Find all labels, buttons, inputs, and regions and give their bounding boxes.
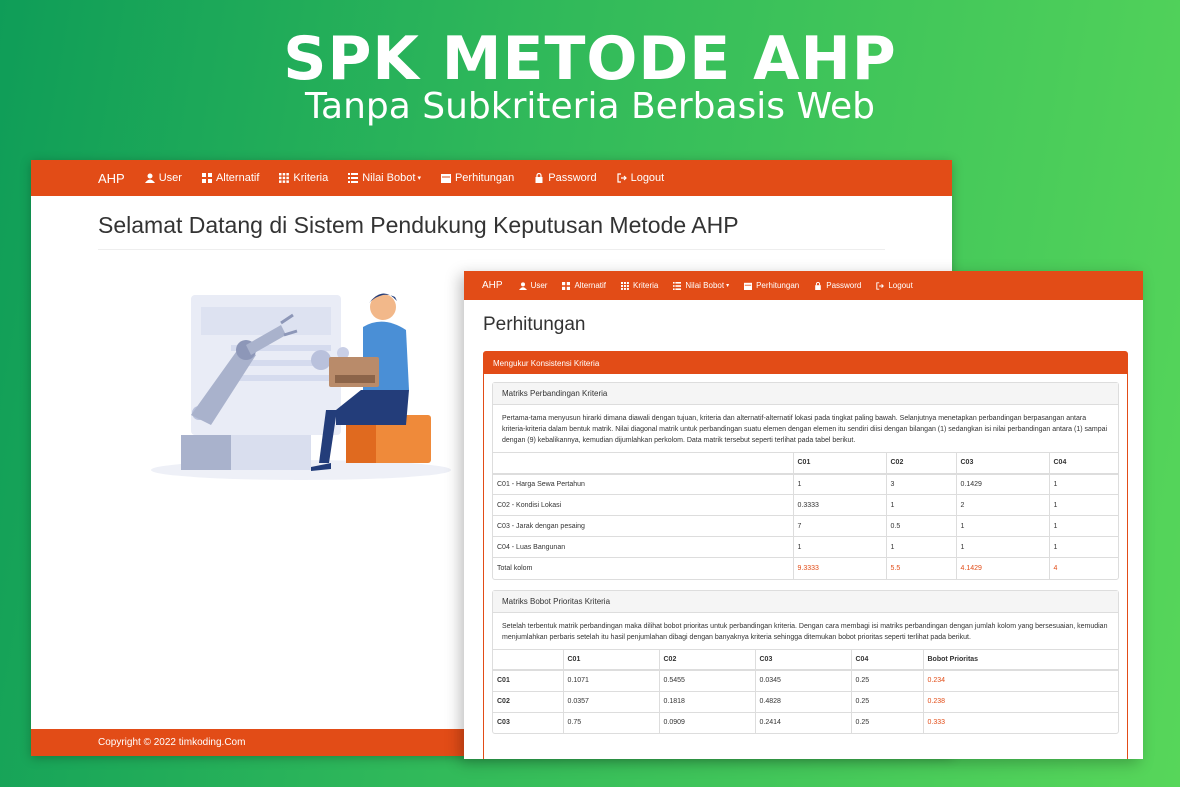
- navbar: [31, 160, 952, 196]
- total-cell: 5.5: [886, 558, 956, 579]
- table-cell: Total kolom: [493, 558, 793, 579]
- table-cell: 0.3333: [793, 495, 886, 516]
- nav-item-password[interactable]: [534, 172, 596, 184]
- grid-small-icon: [621, 282, 629, 290]
- table-header: C01: [793, 453, 886, 474]
- table-cell: 1: [1049, 495, 1118, 516]
- logout-icon: [617, 173, 627, 183]
- nav-item-alternatif[interactable]: [202, 172, 259, 184]
- table-row: [493, 474, 1118, 495]
- comparison-matrix-table: [493, 452, 1118, 579]
- total-cell: 9.3333: [793, 558, 886, 579]
- subpanel-heading: Matriks Bobot Prioritas Kriteria: [493, 591, 1118, 613]
- nav-item-password[interactable]: [814, 281, 861, 290]
- table-cell: 1: [886, 537, 956, 558]
- nav-item-label: Perhitungan: [454, 172, 515, 184]
- table-cell: 0.1429: [956, 474, 1049, 495]
- nav-item-perhitungan[interactable]: [744, 281, 799, 290]
- table-cell: 3: [886, 474, 956, 495]
- table-header: C02: [659, 649, 755, 670]
- table-header: Bobot Prioritas: [923, 649, 1118, 670]
- table-cell: 0.0357: [563, 691, 659, 712]
- navbar: [464, 271, 1143, 300]
- table-row: [493, 691, 1118, 712]
- user-icon: [519, 282, 527, 290]
- table-cell: 0.25: [851, 691, 923, 712]
- user-icon: [145, 173, 155, 183]
- calendar-icon: [441, 173, 451, 183]
- list-icon: [673, 282, 681, 290]
- table-cell: C03: [493, 712, 563, 733]
- nav-item-logout[interactable]: [876, 281, 912, 290]
- table-header-row: [493, 649, 1118, 670]
- promo-subtitle: Tanpa Subkriteria Berbasis Web: [304, 86, 875, 127]
- table-cell: 1: [793, 474, 886, 495]
- priority-cell: 0.238: [923, 691, 1118, 712]
- welcome-heading: Selamat Datang di Sistem Pendukung Keputusan Metode AHP: [98, 212, 885, 250]
- page-title: Perhitungan: [483, 314, 586, 335]
- table-cell: 2: [956, 495, 1049, 516]
- table-cell: 0.5: [886, 516, 956, 537]
- nav-item-nilai-bobot[interactable]: [348, 172, 421, 184]
- nav-item-label: Nilai Bobot: [362, 172, 416, 184]
- nav-item-label: Nilai Bobot: [685, 281, 725, 290]
- priority-matrix-panel: [492, 590, 1119, 735]
- nav-item-label: Alternatif: [574, 281, 607, 290]
- calendar-icon: [744, 282, 752, 290]
- table-cell: 0.25: [851, 712, 923, 733]
- caret-down-icon: ▾: [417, 175, 421, 182]
- table-row: [493, 495, 1118, 516]
- nav-item-kriteria[interactable]: [279, 172, 328, 184]
- nav-item-label: Alternatif: [215, 172, 260, 184]
- nav-item-alternatif[interactable]: [562, 281, 606, 290]
- nav-item-label: Logout: [630, 172, 665, 184]
- total-cell: 4.1429: [956, 558, 1049, 579]
- table-cell: 1: [1049, 516, 1118, 537]
- lock-icon: [814, 282, 822, 290]
- table-cell: 1: [793, 537, 886, 558]
- consistency-panel: [483, 351, 1128, 759]
- table-row: [493, 516, 1118, 537]
- table-cell: 0.25: [851, 670, 923, 691]
- nav-item-user[interactable]: [519, 281, 548, 290]
- table-cell: 0.4828: [755, 691, 851, 712]
- table-cell: 1: [886, 495, 956, 516]
- navbar-brand[interactable]: AHP: [98, 170, 125, 186]
- nav-item-label: User: [158, 172, 182, 184]
- table-cell: 0.2414: [755, 712, 851, 733]
- matrix-description: Pertama-tama menyusun hirarki dimana diawali dengan tujuan, kriteria dan alternatif-alternatif lokasi pada tingkat paling bawah. Selanjutnya menetapkan perbandingan berpasangan antara kriteria-kriteria dalam bentuk matrik. Nilai diagonal matrik untuk perbandingan suatu elemen dengan elemen itu sendiri diisi dengan bilangan (1) sedangkan isi nilai perbandingan antara (1) sampai dengan (9) kebalikannya, kemudian dijumlahkan perkolom. Data matrik tersebut seperti terlihat pada tabel berikut.: [502, 415, 1108, 444]
- navbar-brand[interactable]: AHP: [482, 280, 503, 291]
- priority-matrix-table: [493, 649, 1118, 734]
- table-header: C03: [956, 453, 1049, 474]
- total-row: [493, 558, 1118, 579]
- table-cell: 0.0345: [755, 670, 851, 691]
- logout-icon: [876, 282, 884, 290]
- table-header: C01: [563, 649, 659, 670]
- priority-cell: 0.333: [923, 712, 1118, 733]
- table-header: C02: [886, 453, 956, 474]
- nav-item-kriteria[interactable]: [621, 281, 658, 290]
- footer: Copyright © 2022 timkoding.Com: [31, 729, 952, 756]
- total-cell: 4: [1049, 558, 1118, 579]
- table-cell: 1: [956, 516, 1049, 537]
- caret-down-icon: ▾: [726, 283, 730, 289]
- table-cell: C02: [493, 691, 563, 712]
- list-icon: [348, 173, 358, 183]
- table-cell: 1: [1049, 537, 1118, 558]
- nav-item-nilai-bobot[interactable]: [673, 281, 729, 290]
- table-cell: 0.1818: [659, 691, 755, 712]
- nav-item-perhitungan[interactable]: [441, 172, 514, 184]
- nav-item-logout[interactable]: [617, 172, 665, 184]
- table-cell: 0.75: [563, 712, 659, 733]
- nav-item-label: Password: [548, 172, 597, 184]
- nav-item-label: Perhitungan: [756, 281, 800, 290]
- robot-arm-illustration: [151, 285, 461, 499]
- nav-item-label: User: [530, 281, 548, 290]
- table-row: [493, 712, 1118, 733]
- matrix-description: Setelah terbentuk matrik perbandingan maka dilihat bobot prioritas untuk perbandingan kriteria. Dengan cara membagi isi matriks perbandingan dengan jumlah kolom yang bersesuaian, kemudian menjumlahkan perbaris setelah itu hasil penjumlahan dibagi dengan banyaknya kriteria sehingga ditemukan bobot prioritas seperti terlihat pada berikut.: [502, 622, 1108, 641]
- promo-title: SPK METODE AHP: [283, 24, 897, 94]
- table-cell: C04 - Luas Bangunan: [493, 537, 793, 558]
- table-header: [493, 453, 793, 474]
- nav-item-label: Kriteria: [293, 172, 329, 184]
- table-header-row: [493, 453, 1118, 474]
- priority-cell: 0.234: [923, 670, 1118, 691]
- table-row: [493, 537, 1118, 558]
- table-cell: C02 - Kondisi Lokasi: [493, 495, 793, 516]
- lock-icon: [534, 173, 544, 183]
- nav-item-label: Kriteria: [633, 281, 659, 290]
- table-header: C03: [755, 649, 851, 670]
- table-cell: C03 - Jarak dengan pesaing: [493, 516, 793, 537]
- table-cell: 0.1071: [563, 670, 659, 691]
- table-cell: 1: [1049, 474, 1118, 495]
- nav-item-user[interactable]: [145, 172, 182, 184]
- table-cell: 1: [956, 537, 1049, 558]
- comparison-matrix-panel: [492, 382, 1119, 580]
- nav-item-label: Password: [826, 281, 862, 290]
- table-cell: 0.5455: [659, 670, 755, 691]
- table-header: [493, 649, 563, 670]
- panel-heading: Mengukur Konsistensi Kriteria: [484, 352, 1127, 374]
- subpanel-heading: Matriks Perbandingan Kriteria: [493, 383, 1118, 405]
- table-cell: C01 - Harga Sewa Pertahun: [493, 474, 793, 495]
- table-cell: C01: [493, 670, 563, 691]
- table-cell: 7: [793, 516, 886, 537]
- grid-icon: [202, 173, 212, 183]
- table-header: C04: [851, 649, 923, 670]
- perhitungan-window: [464, 271, 1143, 759]
- grid-small-icon: [279, 173, 289, 183]
- table-header: C04: [1049, 453, 1118, 474]
- table-cell: 0.0909: [659, 712, 755, 733]
- grid-icon: [562, 282, 570, 290]
- table-row: [493, 670, 1118, 691]
- nav-item-label: Logout: [888, 281, 913, 290]
